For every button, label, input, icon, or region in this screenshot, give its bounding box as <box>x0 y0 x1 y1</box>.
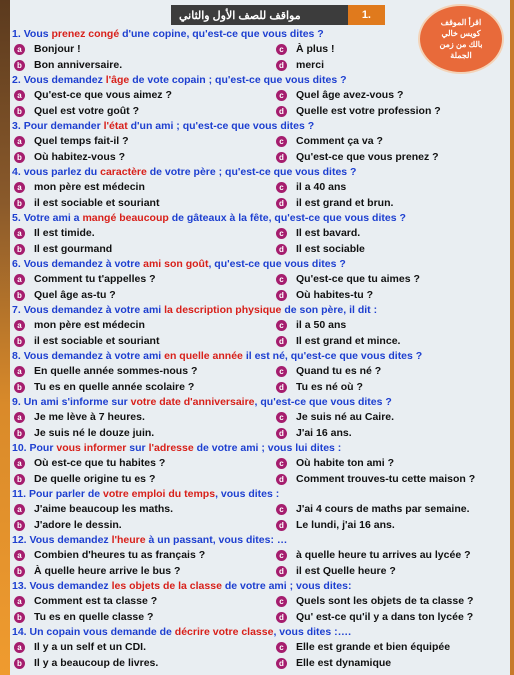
answer-option[interactable] <box>12 57 276 73</box>
option-row <box>12 57 510 73</box>
answer-option[interactable] <box>12 133 276 149</box>
question-fragment: 10. <box>12 442 30 454</box>
option-letter-badge: a <box>14 550 25 561</box>
question-fragment: 3. <box>12 120 24 132</box>
option-row <box>12 609 510 625</box>
option-text: Où habite ton ami ? <box>296 457 395 469</box>
question-keyword: l'état <box>103 120 128 132</box>
question-fragment: 1. <box>12 28 24 40</box>
option-letter-badge: b <box>14 658 25 669</box>
option-text: Il est timide. <box>34 227 95 239</box>
question-fragment: , vous dites :…. <box>273 626 352 638</box>
question-block <box>12 211 510 257</box>
question-fragment: 4. <box>12 166 24 178</box>
question-block <box>12 395 510 441</box>
question-keyword: les objets de la classe <box>111 580 222 592</box>
answer-option[interactable] <box>276 409 394 425</box>
option-letter-badge: b <box>14 520 25 531</box>
option-text: Je suis né au Caire. <box>296 411 395 423</box>
option-letter-badge: c <box>276 320 287 331</box>
answer-option[interactable] <box>276 333 400 349</box>
question-text <box>12 395 510 409</box>
option-letter-badge: b <box>14 60 25 71</box>
option-letter-badge: d <box>276 106 287 117</box>
option-text: J'ai 4 cours de maths par semaine. <box>296 503 470 515</box>
option-letter-badge: c <box>276 458 287 469</box>
question-fragment: Vous demandez <box>29 534 112 546</box>
option-letter-badge: b <box>14 336 25 347</box>
answer-option[interactable] <box>12 287 276 303</box>
question-fragment: d'une copine, qu'est-ce que vous dites ? <box>119 28 324 40</box>
option-text: Tu es en quelle année scolaire ? <box>34 381 195 393</box>
option-text: Le lundi, j'ai 16 ans. <box>296 519 395 531</box>
option-row <box>12 379 510 395</box>
answer-option[interactable] <box>276 501 470 517</box>
option-row <box>12 455 510 471</box>
question-text <box>12 211 510 225</box>
option-letter-badge: c <box>276 136 287 147</box>
question-keyword: la description physique <box>164 304 282 316</box>
option-text: J'aime beaucoup les maths. <box>34 503 174 515</box>
option-text: Comment ça va ? <box>296 135 383 147</box>
option-text: Quel est votre goût ? <box>34 105 140 117</box>
option-text: En quelle année sommes-nous ? <box>34 365 198 377</box>
option-row <box>12 547 510 563</box>
option-text: Où habitez-vous ? <box>34 151 126 163</box>
option-text: De quelle origine tu es ? <box>34 473 156 485</box>
answer-option[interactable] <box>12 333 276 349</box>
question-fragment: vous parlez du <box>23 166 101 178</box>
question-keyword: prenez congé <box>51 28 120 40</box>
question-fragment: de son père, il dit : <box>281 304 378 316</box>
option-text: J'adore le dessin. <box>34 519 122 531</box>
question-fragment: 11. <box>12 488 29 500</box>
question-block <box>12 303 510 349</box>
option-row <box>12 179 510 195</box>
decorative-border-right <box>510 0 514 675</box>
answer-option[interactable] <box>12 547 276 563</box>
answer-option[interactable] <box>12 517 276 533</box>
option-letter-badge: b <box>14 382 25 393</box>
header-title: مواقف للصف الأول والثاني <box>179 9 301 22</box>
option-text: Il est sociable <box>296 243 365 255</box>
question-block <box>12 73 510 119</box>
question-keyword: ami son goût <box>143 258 209 270</box>
answer-option[interactable] <box>12 87 276 103</box>
option-text: Qu' est-ce qu'il y a dans ton lycée ? <box>296 611 474 623</box>
option-letter-badge: a <box>14 366 25 377</box>
answer-option[interactable] <box>276 57 324 73</box>
answer-option[interactable] <box>12 179 276 195</box>
option-row <box>12 363 510 379</box>
option-letter-badge: c <box>276 504 287 515</box>
answer-option[interactable] <box>12 103 276 119</box>
question-list <box>12 27 510 671</box>
question-fragment: 12. <box>12 534 30 546</box>
option-letter-badge: b <box>14 106 25 117</box>
option-text: Où est-ce que tu habites ? <box>34 457 166 469</box>
question-block <box>12 487 510 533</box>
question-fragment: Pour <box>29 442 57 454</box>
option-letter-badge: d <box>276 244 287 255</box>
question-keyword: en quelle année <box>164 350 243 362</box>
answer-option[interactable] <box>12 455 276 471</box>
question-fragment: Votre ami a <box>23 212 83 224</box>
option-text: Comment tu t'appelles ? <box>34 273 156 285</box>
question-fragment: 14. <box>12 626 30 638</box>
option-row <box>12 133 510 149</box>
option-letter-badge: a <box>14 458 25 469</box>
option-text: Il y a beaucoup de livres. <box>34 657 159 669</box>
answer-option[interactable] <box>276 593 473 609</box>
option-letter-badge: d <box>276 152 287 163</box>
option-text: Elle est dynamique <box>296 657 392 669</box>
question-fragment: de votre ami ; vous dites: <box>221 580 352 592</box>
option-letter-badge: c <box>276 182 287 193</box>
option-text: il est sociable et souriant <box>34 197 160 209</box>
question-fragment: 9. <box>12 396 24 408</box>
answer-option[interactable] <box>276 547 471 563</box>
option-row <box>12 287 510 303</box>
option-row <box>12 655 510 671</box>
option-text: Comment trouves-tu cette maison ? <box>296 473 476 485</box>
option-row <box>12 149 510 165</box>
option-letter-badge: d <box>276 198 287 209</box>
option-text: Qu'est-ce que tu aimes ? <box>296 273 420 285</box>
option-row <box>12 87 510 103</box>
answer-option[interactable] <box>276 317 346 333</box>
option-row <box>12 639 510 655</box>
option-text: merci <box>296 59 325 71</box>
option-row <box>12 563 510 579</box>
question-text <box>12 487 510 501</box>
question-fragment: Un copain vous demande de <box>29 626 175 638</box>
question-text <box>12 165 510 179</box>
option-row <box>12 241 510 257</box>
option-text: Bon anniversaire. <box>34 59 123 71</box>
question-fragment: Vous demandez à votre ami <box>23 350 165 362</box>
question-keyword: l'âge <box>105 74 130 86</box>
question-fragment: de vote copain ; qu'est-ce que vous dites ? <box>129 74 347 86</box>
option-text: Quel âge as-tu ? <box>34 289 116 301</box>
option-row <box>12 317 510 333</box>
answer-option[interactable] <box>12 593 276 609</box>
question-text <box>12 441 510 455</box>
option-text: Il est grand et mince. <box>296 335 401 347</box>
question-fragment: il est né, qu'est-ce que vous dites ? <box>242 350 423 362</box>
option-text: Elle est grande et bien équipée <box>296 641 451 653</box>
answer-option[interactable] <box>12 317 276 333</box>
option-letter-badge: b <box>14 152 25 163</box>
answer-option[interactable] <box>12 149 276 165</box>
option-text: Quels sont les objets de ta classe ? <box>296 595 474 607</box>
option-letter-badge: d <box>276 290 287 301</box>
option-text: Tu es né où ? <box>296 381 363 393</box>
answer-option[interactable] <box>276 271 420 287</box>
answer-option[interactable] <box>12 379 276 395</box>
answer-option[interactable] <box>12 195 276 211</box>
question-block <box>12 257 510 303</box>
option-letter-badge: c <box>276 596 287 607</box>
option-letter-badge: a <box>14 320 25 331</box>
option-letter-badge: d <box>276 612 287 623</box>
question-block <box>12 349 510 395</box>
question-fragment: , qu'est-ce que vous dites ? <box>254 396 392 408</box>
option-letter-badge: c <box>276 550 287 561</box>
answer-option[interactable] <box>276 41 335 57</box>
option-row <box>12 471 510 487</box>
answer-option[interactable] <box>12 225 276 241</box>
option-text: Combien d'heures tu as français ? <box>34 549 206 561</box>
question-fragment: 6. <box>12 258 24 270</box>
answer-option[interactable] <box>276 517 395 533</box>
option-text: À quelle heure arrive le bus ? <box>34 565 181 577</box>
option-letter-badge: b <box>14 566 25 577</box>
option-row <box>12 409 510 425</box>
note-line: الجملة <box>450 51 472 60</box>
option-letter-badge: a <box>14 642 25 653</box>
option-text: Je me lève à 7 heures. <box>34 411 145 423</box>
answer-option[interactable] <box>12 363 276 379</box>
answer-option[interactable] <box>12 425 276 441</box>
option-row <box>12 225 510 241</box>
answer-option[interactable] <box>12 501 276 517</box>
question-keyword: mangé beaucoup <box>82 212 169 224</box>
answer-option[interactable] <box>12 563 276 579</box>
header-banner <box>171 5 385 25</box>
option-text: Qu'est-ce que vous aimez ? <box>34 89 172 101</box>
answer-option[interactable] <box>276 363 381 379</box>
option-letter-badge: a <box>14 136 25 147</box>
option-letter-badge: c <box>276 228 287 239</box>
answer-option[interactable] <box>276 287 373 303</box>
option-text: Tu es en quelle classe ? <box>34 611 154 623</box>
answer-option[interactable] <box>276 425 352 441</box>
question-fragment: d'un ami ; qu'est-ce que vous dites ? <box>127 120 315 132</box>
question-fragment: 5. <box>12 212 24 224</box>
question-text <box>12 73 510 87</box>
option-letter-badge: c <box>276 366 287 377</box>
question-text <box>12 303 510 317</box>
question-fragment: sur <box>126 442 149 454</box>
note-line: كويس خالي <box>441 29 481 38</box>
option-text: mon père est médecin <box>34 319 145 331</box>
option-text: il est sociable et souriant <box>34 335 160 347</box>
answer-option[interactable] <box>276 133 383 149</box>
question-keyword: l'adresse <box>148 442 194 454</box>
option-text: Il est gourmand <box>34 243 113 255</box>
option-letter-badge: c <box>276 274 287 285</box>
question-fragment: Un ami s'informe sur <box>23 396 131 408</box>
question-block <box>12 625 510 671</box>
question-fragment: Pour parler de <box>28 488 104 500</box>
question-fragment: à un passant, vous dites: … <box>145 534 288 546</box>
header-number: 1. <box>348 5 385 25</box>
option-letter-badge: b <box>14 198 25 209</box>
option-row <box>12 41 510 57</box>
option-text: À plus ! <box>296 43 335 55</box>
option-text: il a 40 ans <box>296 181 347 193</box>
option-letter-badge: a <box>14 504 25 515</box>
answer-option[interactable] <box>276 471 475 487</box>
option-letter-badge: c <box>276 642 287 653</box>
answer-option[interactable] <box>276 87 403 103</box>
option-text: Il y a un self et un CDI. <box>34 641 147 653</box>
answer-option[interactable] <box>276 103 441 119</box>
option-letter-badge: b <box>14 290 25 301</box>
option-letter-badge: a <box>14 228 25 239</box>
option-letter-badge: d <box>276 428 287 439</box>
option-letter-badge: c <box>276 90 287 101</box>
option-row <box>12 333 510 349</box>
question-fragment: Vous demandez à votre <box>23 258 144 270</box>
option-text: mon père est médecin <box>34 181 145 193</box>
option-text: Quel temps fait-il ? <box>34 135 129 147</box>
question-block <box>12 441 510 487</box>
question-fragment: Pour demander <box>23 120 104 132</box>
question-block <box>12 533 510 579</box>
question-fragment: de gâteaux à la fête, qu'est-ce que vous dites ? <box>168 212 406 224</box>
question-text <box>12 257 510 271</box>
question-fragment: 13. <box>12 580 30 592</box>
answer-option[interactable] <box>276 379 363 395</box>
question-block <box>12 27 510 73</box>
option-letter-badge: d <box>276 474 287 485</box>
option-letter-badge: b <box>14 612 25 623</box>
question-block <box>12 579 510 625</box>
answer-option[interactable] <box>12 241 276 257</box>
question-fragment: 7. <box>12 304 24 316</box>
answer-option[interactable] <box>276 149 439 165</box>
option-text: Je suis né le douze juin. <box>34 427 155 439</box>
note-line: اقرأ الموقف <box>440 18 482 27</box>
question-fragment: de votre ami ; vous lui dites : <box>193 442 342 454</box>
option-row <box>12 593 510 609</box>
option-text: Où habites-tu ? <box>296 289 373 301</box>
answer-option[interactable] <box>276 179 346 195</box>
question-keyword: décrire votre classe <box>174 626 274 638</box>
question-fragment: , vous dites : <box>215 488 280 500</box>
question-block <box>12 165 510 211</box>
option-row <box>12 501 510 517</box>
question-keyword: votre date d'anniversaire <box>130 396 255 408</box>
answer-option[interactable] <box>12 609 276 625</box>
question-block <box>12 119 510 165</box>
option-letter-badge: a <box>14 412 25 423</box>
option-letter-badge: c <box>276 44 287 55</box>
question-text <box>12 579 510 593</box>
question-text <box>12 27 510 41</box>
option-text: Qu'est-ce que vous prenez ? <box>296 151 439 163</box>
answer-option[interactable] <box>276 655 391 671</box>
question-fragment: Vous <box>23 28 52 40</box>
question-text <box>12 625 510 639</box>
option-text: Bonjour ! <box>34 43 81 55</box>
question-keyword: vous informer <box>56 442 127 454</box>
option-letter-badge: d <box>276 336 287 347</box>
option-letter-badge: b <box>14 244 25 255</box>
question-text <box>12 349 510 363</box>
note-line: بالك من زمن <box>439 40 483 49</box>
question-fragment: 2. <box>12 74 24 86</box>
answer-option[interactable] <box>12 639 276 655</box>
option-row <box>12 103 510 119</box>
option-text: Comment est ta classe ? <box>34 595 158 607</box>
question-keyword: votre emploi du temps <box>103 488 216 500</box>
answer-option[interactable] <box>12 271 276 287</box>
answer-option[interactable] <box>276 609 473 625</box>
answer-option[interactable] <box>12 471 276 487</box>
question-text <box>12 533 510 547</box>
option-text: Quel âge avez-vous ? <box>296 89 404 101</box>
option-letter-badge: b <box>14 428 25 439</box>
question-text <box>12 119 510 133</box>
option-letter-badge: d <box>276 520 287 531</box>
option-row <box>12 517 510 533</box>
option-text: Il est bavard. <box>296 227 361 239</box>
answer-option[interactable] <box>276 195 393 211</box>
question-fragment: de votre père ; qu'est-ce que vous dites ? <box>146 166 357 178</box>
option-text: J'ai 16 ans. <box>296 427 352 439</box>
option-text: il est Quelle heure ? <box>296 565 396 577</box>
option-text: à quelle heure tu arrives au lycée ? <box>296 549 471 561</box>
decorative-border-left <box>0 0 10 675</box>
question-fragment: Vous demandez à votre ami <box>23 304 165 316</box>
question-fragment: Vous demandez <box>29 580 112 592</box>
question-fragment: 8. <box>12 350 24 362</box>
option-row <box>12 271 510 287</box>
option-letter-badge: a <box>14 90 25 101</box>
answer-option[interactable] <box>276 455 394 471</box>
option-text: Quelle est votre profession ? <box>296 105 441 117</box>
question-fragment: , qu'est-ce que vous dites ? <box>208 258 346 270</box>
answer-option[interactable] <box>12 655 276 671</box>
option-row <box>12 425 510 441</box>
answer-option[interactable] <box>276 639 450 655</box>
option-text: il a 50 ans <box>296 319 347 331</box>
question-keyword: caractère <box>100 166 147 178</box>
option-letter-badge: a <box>14 44 25 55</box>
option-letter-badge: d <box>276 566 287 577</box>
option-letter-badge: d <box>276 60 287 71</box>
option-text: il est grand et brun. <box>296 197 394 209</box>
option-text: Quand tu es né ? <box>296 365 382 377</box>
option-letter-badge: b <box>14 474 25 485</box>
option-row <box>12 195 510 211</box>
option-letter-badge: a <box>14 182 25 193</box>
option-letter-badge: a <box>14 596 25 607</box>
option-letter-badge: d <box>276 658 287 669</box>
question-keyword: l'heure <box>111 534 146 546</box>
option-letter-badge: c <box>276 412 287 423</box>
answer-option[interactable] <box>276 241 365 257</box>
option-letter-badge: a <box>14 274 25 285</box>
answer-option[interactable] <box>12 409 276 425</box>
answer-option[interactable] <box>276 225 360 241</box>
answer-option[interactable] <box>12 41 276 57</box>
question-fragment: Vous demandez <box>23 74 106 86</box>
answer-option[interactable] <box>276 563 396 579</box>
option-letter-badge: d <box>276 382 287 393</box>
